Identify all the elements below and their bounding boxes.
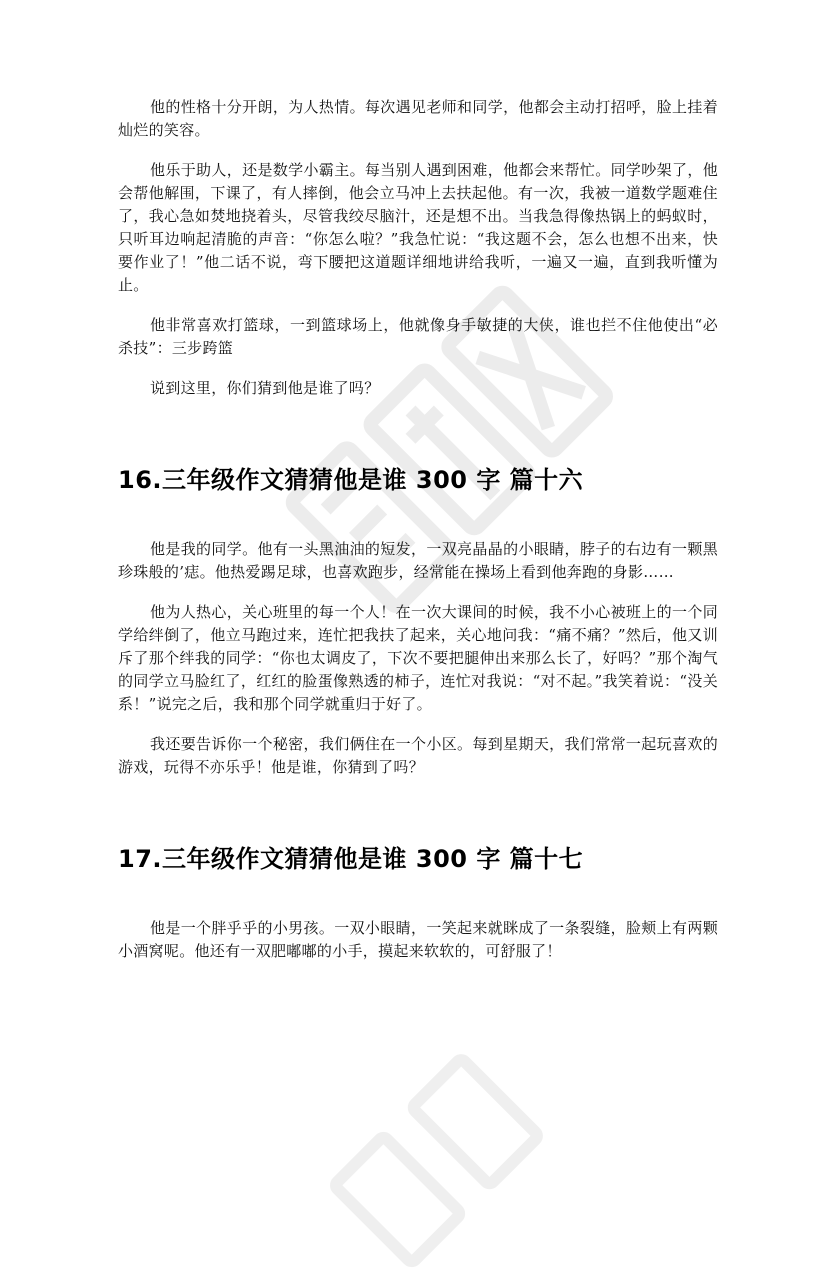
essay-section-17 bbox=[118, 843, 718, 963]
paragraph: 我还要告诉你一个秘密，我们俩住在一个小区。每到星期天，我们常常一起玩喜欢的游戏，玩得不亦乐乎！他是谁，你猜到了吗？ bbox=[118, 735, 718, 776]
paragraph: 他是一个胖乎乎的小男孩。一双小眼睛，一笑起来就眯成了一条裂缝，脸颊上有两颗小酒窝呢。他还有一双肥嘟嘟的小手，摸起来软软的，可舒服了！ bbox=[118, 919, 718, 960]
paragraph: 他乐于助人，还是数学小霸主。每当别人遇到困难，他都会来帮忙。同学吵架了，他会帮他解围，下课了，有人摔倒，他会立马冲上去扶起他。有一次，我被一道数学题难住了，我心急如焚地挠着头，尽管我绞尽脑汁，还是想不出。当我急得像热锅上的蚂蚁时，只听耳边响起清脆的声音：“你怎么啦？”我急忙说：“我这题不会，怎么也想不出来，快要作业了！”他二话不说，弯下腰把这道题详细地讲给我听，一遍又一遍，直到我听懂为止。 bbox=[118, 161, 718, 294]
paragraph: 说到这里，你们猜到他是谁了吗？ bbox=[150, 379, 380, 397]
paragraph: 他非常喜欢打篮球，一到篮球场上，他就像身手敏捷的大侠，谁也拦不住他使出“必杀技”：三步跨篮 bbox=[118, 316, 718, 357]
section-heading: 16.三年级作文猜猜他是谁 300 字 篇十六 bbox=[118, 466, 584, 494]
watermark-logo-partial bbox=[313, 1023, 568, 1278]
document-content bbox=[118, 96, 718, 963]
essay-section-16 bbox=[118, 464, 718, 779]
paragraph: 他的性格十分开朗，为人热情。每次遇见老师和同学，他都会主动打招呼，脸上挂着灿烂的笑容。 bbox=[118, 98, 718, 139]
section-heading: 17.三年级作文猜猜他是谁 300 字 篇十七 bbox=[118, 845, 584, 873]
paragraph: 他为人热心，关心班里的每一个人！在一次大课间的时候，我不小心被班上的一个同学给绊倒了，他立马跑过来，连忙把我扶了起来，关心地问我：“痛不痛？”然后，他又训斥了那个绊我的同学：“你也太调皮了，下次不要把腿伸出来那么长了，好吗？”那个淘气的同学立马脸红了，红红的脸蛋像熟透的柿子，连忙对我说：“对不起。”我笑着说：“没关系！”说完之后，我和那个同学就重归于好了。 bbox=[118, 603, 718, 713]
essay-continuation bbox=[118, 96, 718, 400]
paragraph: 他是我的同学。他有一头黑油油的短发，一双亮晶晶的小眼睛，脖子的右边有一颗黑珍珠般的’痣。他热爱踢足球，也喜欢跑步，经常能在操场上看到他奔跑的身影…… bbox=[118, 540, 718, 581]
